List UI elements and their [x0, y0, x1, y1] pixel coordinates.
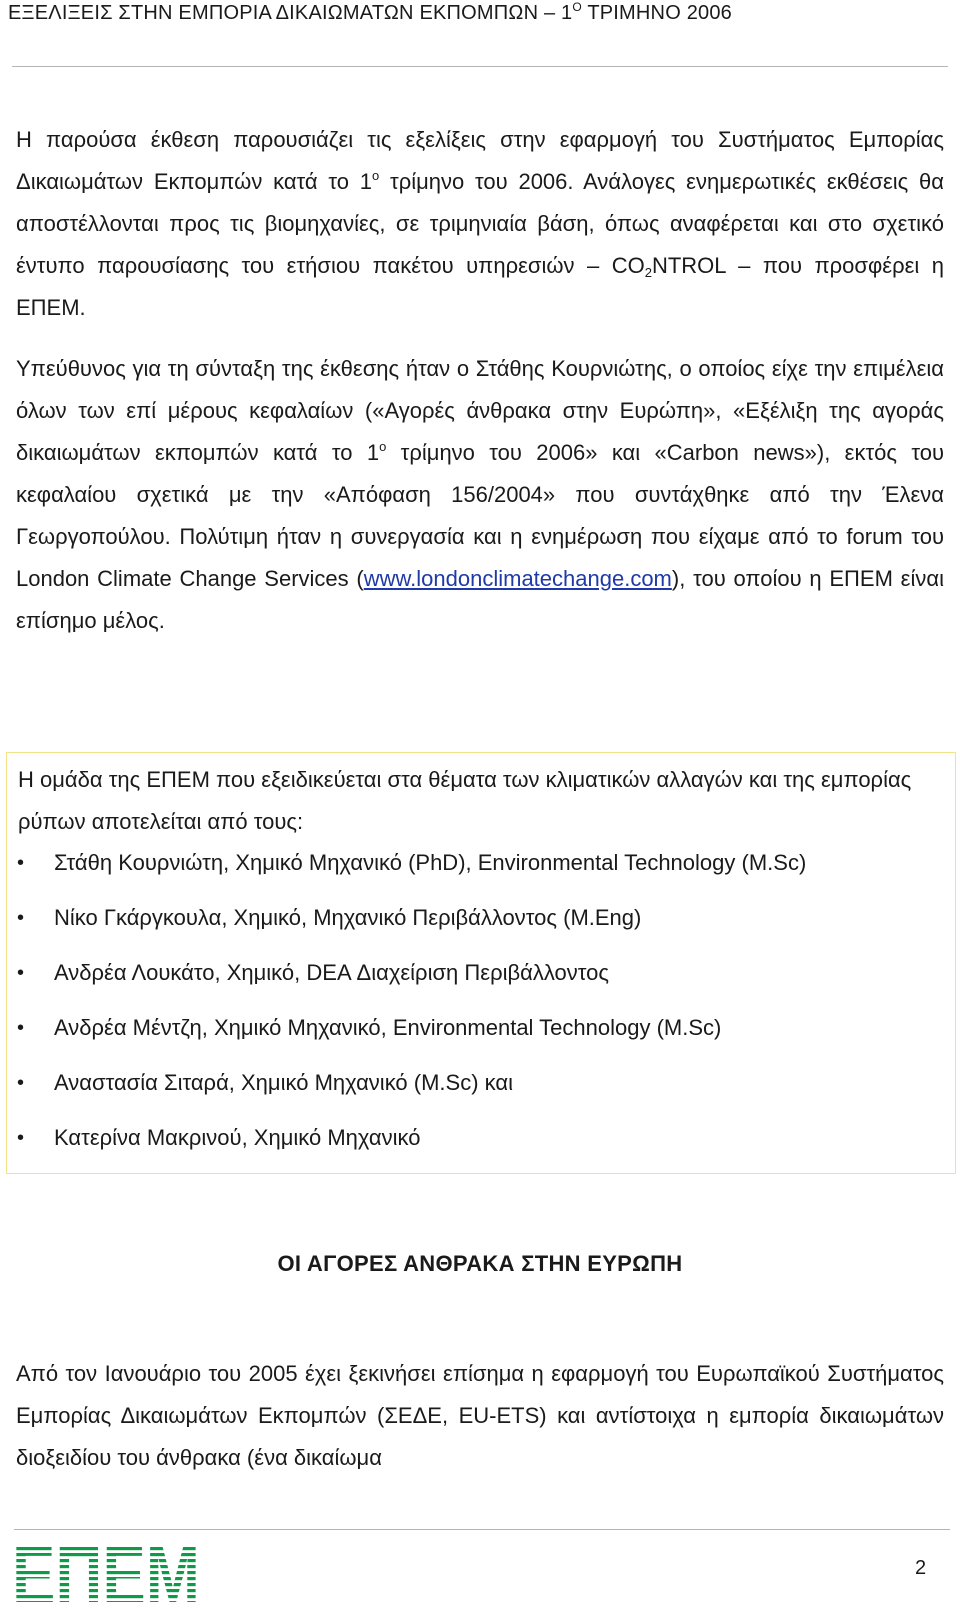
epem-logo [14, 1535, 199, 1605]
authors-text: Υπεύθυνος για τη σύνταξη της έκθεσης ήταν ο Στάθης Κουρνιώτης, ο οποίος είχε την επιμέλεια όλων των επί μέρους κεφαλαίων («Αγορές άνθρακα στην Ευρώπη», «Εξέλιξη της αγοράς δικαιωμάτων εκπομπών κατά το 1 [16, 356, 944, 465]
authors-superscript: ο [379, 439, 387, 454]
intro-text: Η παρούσα έκθεση παρουσιάζει τις εξελίξεις στην εφαρμογή του Συστήματος Εμπορίας Δικαιωμάτων Εκπομπών κατά το 1 [16, 127, 944, 194]
team-member-name: Αναστασία Σιταρά, Χημικό Μηχανικό (M.Sc) και [54, 1070, 513, 1095]
intro-text-continued: τρίμηνο του 2006. Ανάλογες ενημερωτικές εκθέσεις θα αποστέλλονται προς τις βιομηχανίες, σε τριμηνιαία βάση, όπως αναφέρεται και στο σχετικό έντυπο παρουσίασης του ετήσιου πακέτου υπηρεσιών – CO [16, 169, 945, 278]
authors-text-end: ), του οποίου η ΕΠΕΜ είναι επίσημο μέλος. [16, 566, 944, 633]
intro-text-end: NTROL – που προσφέρει η ΕΠΕΜ. [16, 253, 944, 320]
header-title-superscript: Ο [572, 0, 582, 14]
bullet-icon: • [17, 962, 25, 984]
london-climate-change-link[interactable]: www.londonclimatechange.com [363, 566, 672, 591]
section-heading: ΟΙ ΑΓΟΡΕΣ ΑΝΘΡΑΚΑ ΣΤΗΝ ΕΥΡΩΠΗ [277, 1251, 683, 1276]
team-member-name: Στάθη Κουρνιώτη, Χημικό Μηχανικό (PhD), Environmental Technology (M.Sc) [54, 850, 807, 875]
page-number: 2 [915, 1557, 927, 1579]
team-intro: Η ομάδα της ΕΠΕΜ που εξειδικεύεται στα θέματα των κλιματικών αλλαγών και της εμπορίας ρύπων αποτελείται από τους: [18, 767, 912, 834]
section-paragraph: Από τον Ιανουάριο του 2005 έχει ξεκινήσει επίσημα η εφαρμογή του Ευρωπαϊκού Συστήματος Εμπορίας Δικαιωμάτων Εκπομπών (ΣΕΔΕ, EU-ETS) και αντίστοιχα η εμπορία δικαιωμάτων διοξειδίου του άνθρακα (ένα δικαίωμα [16, 1361, 944, 1470]
header-title: ΕΞΕΛΙΞΕΙΣ ΣΤΗΝ ΕΜΠΟΡΙΑ ΔΙΚΑΙΩΜΑΤΩΝ ΕΚΠΟΜΠΩΝ – 1 [8, 2, 573, 24]
bullet-icon: • [17, 1127, 25, 1149]
team-member-name: Ανδρέα Λουκάτο, Χημικό, DEA Διαχείριση Περιβάλλοντος [54, 960, 609, 985]
footer-divider [14, 1529, 950, 1530]
team-member-name: Ανδρέα Μέντζη, Χημικό Μηχανικό, Environmental Technology (M.Sc) [54, 1015, 722, 1040]
co2-subscript: 2 [644, 265, 652, 280]
intro-superscript: ο [372, 168, 380, 183]
bullet-icon: • [17, 1072, 25, 1094]
page-header [8, 0, 732, 25]
team-box [6, 752, 956, 1174]
bullet-icon: • [17, 907, 25, 929]
header-divider [12, 66, 948, 67]
team-member-name: Κατερίνα Μακρινού, Χημικό Μηχανικό [54, 1125, 421, 1150]
authors-text-continued: τρίμηνο του 2006» και «Carbon news»), εκτός του κεφαλαίου σχετικά με την «Απόφαση 156/2004» που συντάχθηκε από την Έλενα Γεωργοπούλου. Πολύτιμη ήταν η συνεργασία και η ενημέρωση που είχαμε από το forum του London Climate Change Services ( [16, 440, 945, 591]
authors-paragraph [16, 348, 944, 642]
header-title-end: ΤΡΙΜΗΝΟ 2006 [581, 2, 732, 24]
bullet-icon: • [17, 852, 25, 874]
intro-paragraph [16, 119, 944, 329]
bullet-icon: • [17, 1017, 25, 1039]
team-member-name: Νίκο Γκάργκουλα, Χημικό, Μηχανικό Περιβάλλοντος (M.Eng) [54, 905, 642, 930]
